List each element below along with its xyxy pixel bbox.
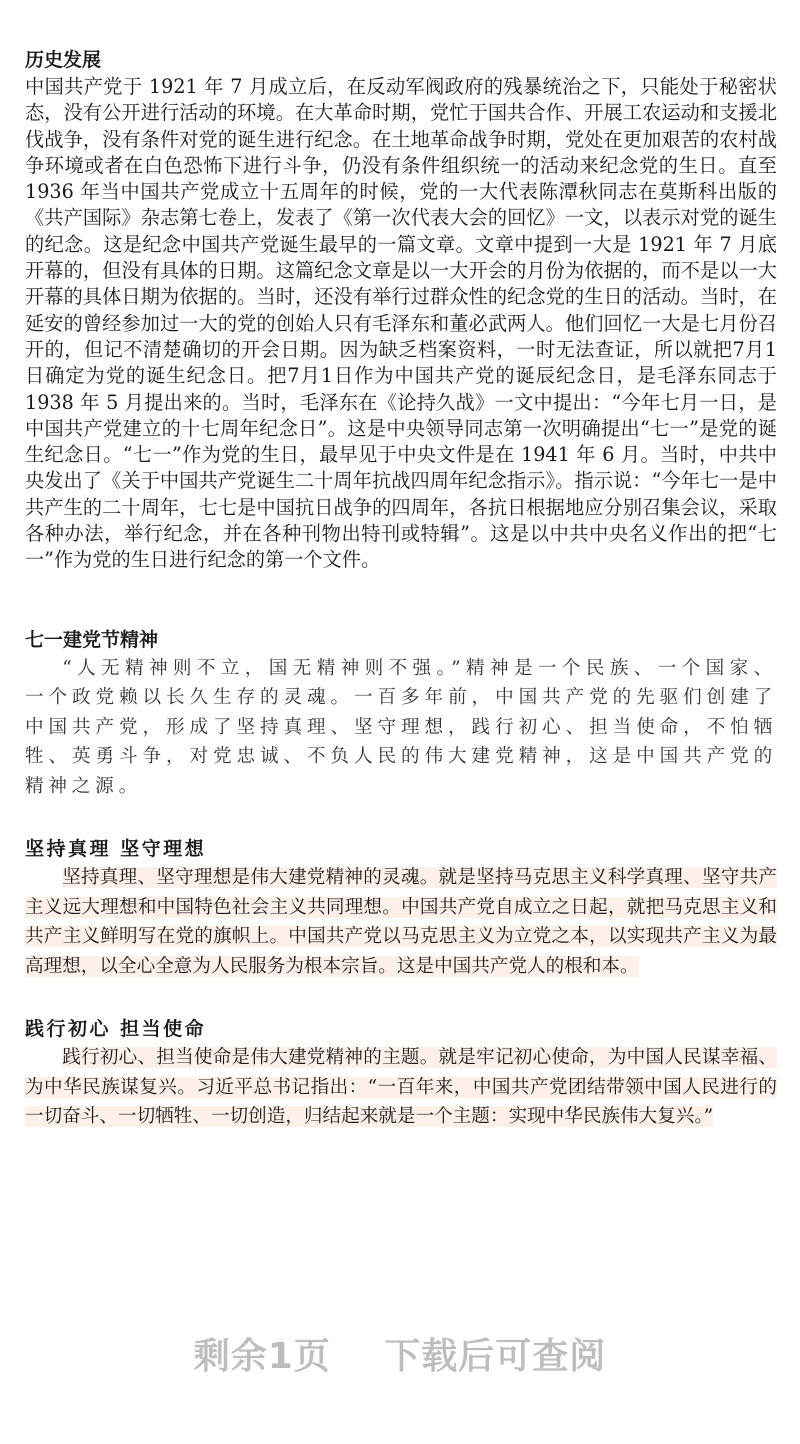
download-hint-label[interactable]: 下载后可查阅 [384, 1336, 607, 1377]
highlighted-text: 坚持真理、坚守理想是伟大建党精神的灵魂。就是坚持马克思主义科学真理、坚守共产主义远大理想和中国特色社会主义共同理想。中国共产党自成立之日起，就把马克思主义和共产主义鲜明写在党的旗帜上。中国共产党以马克思主义为立党之本，以实现共产主义为最高理想，以全心全意为人民服务为根本宗旨。这是中国共产党人的根和本。 [25, 867, 777, 977]
section-body-history: 中国共产党于 1921 年 7 月成立后，在反动军阀政府的残暴统治之下，只能处于秘密状态，没有公开进行活动的环境。在大革命时期，党忙于国共合作、开展工农运动和支援北伐战争，没有条件对党的诞生进行纪念。在土地革命战争时期，党处在更加艰苦的农村战争环境或者在白色恐怖下进行斗争，仍没有条件组织统一的活动来纪念党的生日。直至 1936 年当中国共产党成立十五周年的时候，党的一大代表陈潭秋同志在莫斯科出版的《共产国际》杂志第七卷上，发表了《第一次代表大会的回忆》一文，以表示对党的诞生的纪念。这是纪念中国共产党诞生最早的一篇文章。文章中提到一大是 1921 年 7 月底开幕的，但没有具体的日期。这篇纪念文章是以一大开会的月份为依据的，而不是以一大开幕的具体日期为依据的。当时，还没有举行过群众性的纪念党的生日的活动。当时，在延安的曾经参加过一大的党的创始人只有毛泽东和董必武两人。他们回忆一大是七月份召开的，但记不清楚确切的开会日期。因为缺乏档案资料，一时无法查证，所以就把7月1日确定为党的诞生纪念日。把7月1日作为中国共产党的诞辰纪念日，是毛泽东同志于 1938 年 5 月提出来的。当时，毛泽东在《论持久战》一文中提出：“今年七月一日，是中国共产党建立的十七周年纪念日”。这是中央领导同志第一次明确提出“七一”是党的诞生纪念日。“七一”作为党的生日，最早见于中央文件是在 1941 年 6 月。当时，中共中央发出了《关于中国共产党诞生二十周年抗战四周年纪念指示》。指示说：“今年七一是中共产生的二十周年，七七是中国抗日战争的四周年，各抗日根据地应分别召集会议，采取各种办法，举行纪念，并在各种刊物出特刊或特辑”。这是以中共中央名义作出的把“七一”作为党的生日进行纪念的第一个文件。 [25, 75, 777, 572]
section-heading-spirit: 七一建党节精神 [25, 628, 159, 651]
section-body-mission [25, 1043, 777, 1132]
section-heading-history: 历史发展 [25, 49, 102, 71]
section-body-truth [25, 863, 777, 981]
section-heading-truth: 坚持真理 坚守理想 [25, 838, 207, 861]
download-banner[interactable] [0, 1328, 800, 1379]
section-heading-mission: 践行初心 担当使命 [25, 1018, 207, 1041]
section-body-spirit: “人无精神则不立，国无精神则不强。”精神是一个民族、一个国家、一个政党赖以长久生存的灵魂。一百多年前，中国共产党的先驱们创建了中国共产党，形成了坚持真理、坚守理想，践行初心、担当使命，不怕牺牲、英勇斗争，对党忠诚、不负人民的伟大建党精神，这是中国共产党的精神之源。 [25, 657, 777, 797]
document-content [25, 46, 777, 1132]
highlighted-text: 践行初心、担当使命是伟大建党精神的主题。就是牢记初心使命，为中国人民谋幸福、为中华民族谋复兴。习近平总书记指出：“一百年来，中国共产党团结带领中国人民进行的一切奋斗、一切牺牲、一切创造，归结起来就是一个主题：实现中华民族伟大复兴。” [25, 1047, 777, 1128]
remaining-pages-label: 剩余1页 [193, 1336, 331, 1377]
